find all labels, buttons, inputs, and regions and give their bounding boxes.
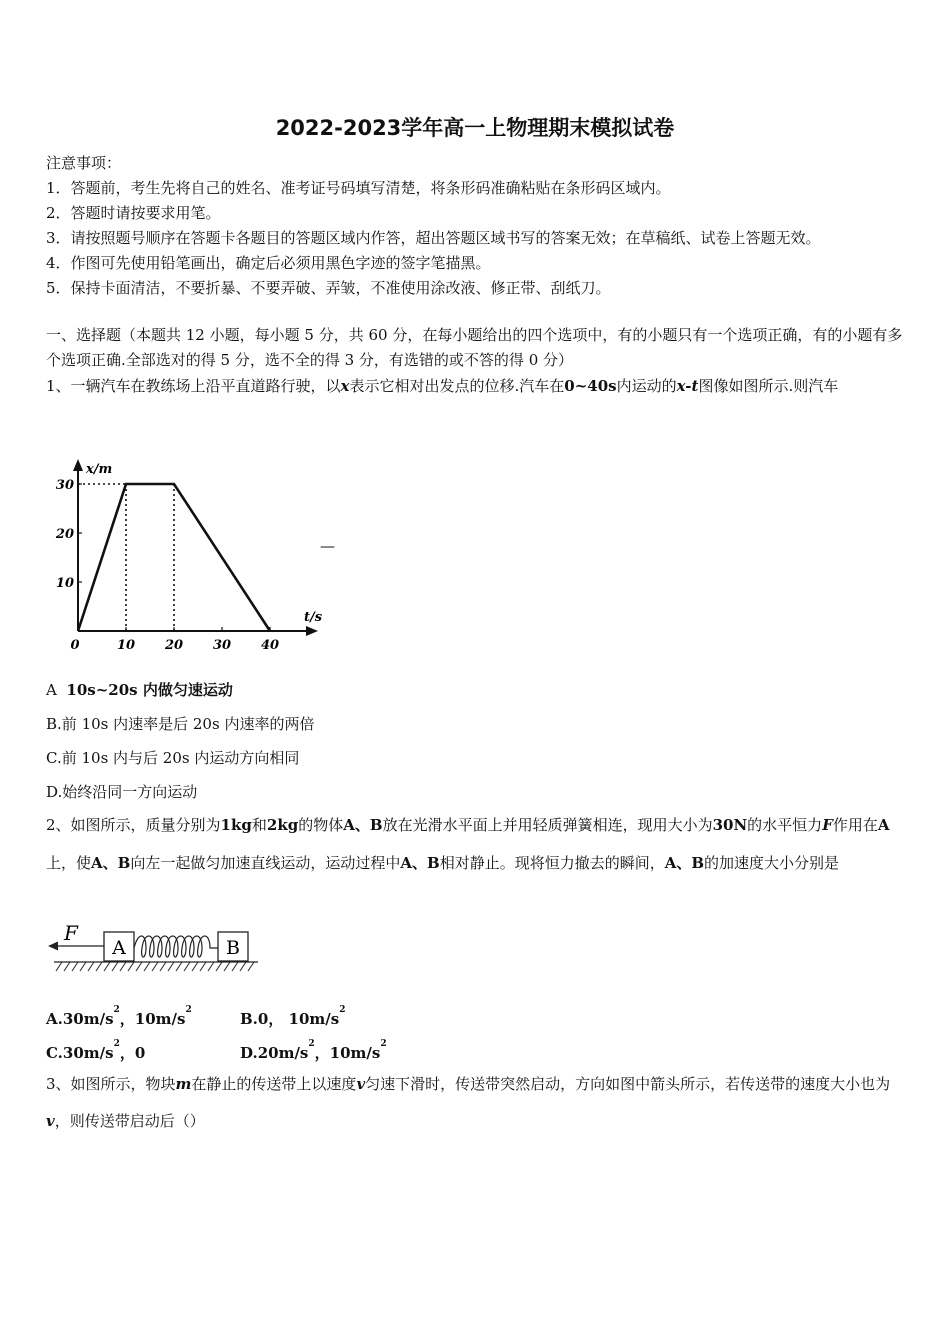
question-1-blank: — (320, 537, 335, 555)
force-label: F (64, 921, 78, 945)
q2-option-c[interactable]: $C.30m/s^2$，0 (46, 1039, 146, 1062)
x-tick-label: 40 (260, 638, 280, 653)
xt-graph (46, 453, 336, 658)
q2-option-b[interactable]: B.0， $10m/s^2$ (240, 1005, 346, 1028)
q1-option-b[interactable]: B.前 10s 内速率是后 20s 内速率的两倍 (46, 715, 315, 733)
notice-item-2: 2．答题时请按要求用笔。 (46, 204, 221, 222)
q1-option-c[interactable]: C.前 10s 内与后 20s 内运动方向相同 (46, 749, 300, 767)
y-tick-label: 20 (55, 527, 74, 542)
series-line (78, 484, 270, 631)
q2-option-d[interactable]: $D.20m/s^2$，$10m/s^2$ (240, 1039, 387, 1062)
notice-heading: 注意事项： (46, 154, 122, 172)
q2-option-a[interactable]: $A.30m/s^2$，$10m/s^2$ (46, 1005, 192, 1028)
force-arrowhead (48, 942, 58, 951)
x-tick-label: 20 (164, 638, 184, 653)
x-tick-label: 10 (116, 638, 136, 653)
x-tick-label: 30 (212, 638, 232, 653)
notice-item-4: 4．作图可先使用铅笔画出，确定后必须用黑色字迹的签字笔描黑。 (46, 254, 491, 272)
spring-blocks-figure (46, 920, 266, 976)
q1-option-d[interactable]: D.始终沿同一方向运动 (46, 783, 198, 801)
q1-option-a[interactable]: A 10s~20s 内做匀速运动 (46, 681, 233, 699)
question-1-stem: 1、一辆汽车在教练场上沿平直道路行驶，以x表示它相对出发点的位移.汽车在0~40s内运动的x-t图像如图所示.则汽车 (46, 377, 839, 395)
x-tick-label: 0 (70, 638, 80, 653)
notice-item-5: 5．保持卡面清洁，不要折暴、不要弄破、弄皱，不准使用涂改液、修正带、刮纸刀。 (46, 279, 611, 297)
y-tick-label: 10 (55, 576, 74, 591)
x-axis-label: t/s (304, 610, 323, 625)
ground-hatching (56, 962, 254, 971)
x-axis-arrow (306, 626, 318, 636)
question-2-stem: 2、如图所示，质量分别为1kg和2kg的物体A、B放在光滑水平面上并用轻质弹簧相连，现用大小为30N的水平恒力F作用在A上，使A、B向左一起做匀加速直线运动，运动过程中A、B相对静止。现将恒力撤去的瞬间，A、B的加速度大小分别是 (46, 816, 890, 872)
section-heading: 一、选择题（本题共 12 小题，每小题 5 分，共 60 分，在每小题给出的四个选项中，有的小题只有一个选项正确，有的小题有多个选项正确.全部选对的得 5 分，选不全的得 3 分，有选错的或不答的得 0 分） (46, 326, 903, 369)
notice-item-1: 1．答题前，考生先将自己的姓名、准考证号码填写清楚，将条形码准确粘贴在条形码区域内。 (46, 179, 671, 197)
block-a-label: A (112, 937, 126, 959)
page-title: 2022-2023学年高一上物理期末模拟试卷 (275, 116, 675, 140)
y-axis-label: x/m (86, 462, 113, 477)
notice-item-3: 3．请按照题号顺序在答题卡各题目的答题区域内作答，超出答题区域书写的答案无效；在草稿纸、试卷上答题无效。 (46, 229, 821, 247)
y-axis-arrow (73, 459, 83, 471)
y-tick-label: 30 (55, 478, 74, 493)
spring (134, 936, 218, 957)
question-3-stem: 3、如图所示，物块m在静止的传送带上以速度v匀速下滑时，传送带突然启动，方向如图中箭头所示，若传送带的速度大小也为v，则传送带启动后（） (46, 1075, 891, 1130)
block-b-label: B (226, 937, 240, 959)
